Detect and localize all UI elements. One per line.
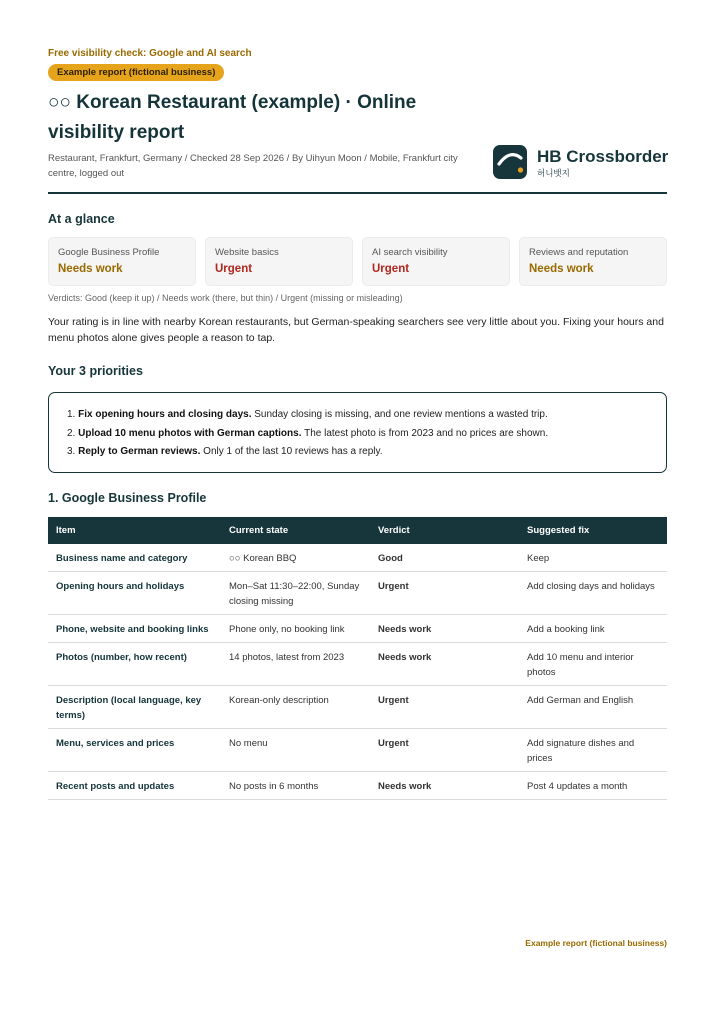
brand-logo	[493, 145, 668, 181]
priority-number: 3.	[67, 446, 76, 457]
row-item: Description (local language, key terms)	[48, 686, 221, 729]
row-verdict: Needs work	[370, 643, 519, 686]
report-kicker: Free visibility check: Google and AI search	[48, 48, 252, 59]
priority-number: 1.	[67, 409, 76, 420]
row-current-state: Korean-only description	[221, 686, 370, 729]
column-header-current-state: Current state	[221, 517, 370, 544]
report-title: ○○ Korean Restaurant (example) · Online visibility report	[48, 92, 417, 143]
row-current-state: No menu	[221, 729, 370, 772]
table-row	[48, 729, 667, 772]
priority-detail: The latest photo is from 2023 and no prices are shown.	[301, 427, 549, 439]
glance-card-reviews-reputation	[519, 237, 667, 286]
glance-card-verdict: Urgent	[372, 263, 410, 275]
column-header-suggested-fix: Suggested fix	[519, 517, 667, 544]
glance-card-verdict: Needs work	[529, 263, 594, 275]
glance-card-label: AI search visibility	[372, 247, 448, 258]
row-item: Opening hours and holidays	[48, 572, 221, 615]
glance-cards	[48, 237, 667, 286]
row-suggested-fix: Add closing days and holidays	[519, 572, 667, 615]
brand-mark-icon	[493, 145, 527, 179]
table-row	[48, 544, 667, 572]
priority-item	[67, 406, 647, 425]
glance-card-website-basics	[205, 237, 353, 286]
row-suggested-fix: Add a booking link	[519, 615, 667, 643]
row-current-state: Phone only, no booking link	[221, 615, 370, 643]
column-header-item: Item	[48, 517, 221, 544]
row-suggested-fix: Keep	[519, 544, 667, 572]
row-current-state: 14 photos, latest from 2023	[221, 643, 370, 686]
brand-subtitle: 허니뱃지	[537, 168, 570, 178]
row-verdict: Needs work	[370, 772, 519, 800]
priority-number: 2.	[67, 427, 76, 439]
priority-title: Upload 10 menu photos with German captions.	[78, 427, 302, 439]
glance-summary: Your rating is in line with nearby Korean restaurants, but German-speaking searchers see very little about you. Fixing your hours and menu photos alone gives people a reason to tap.	[48, 316, 664, 344]
priority-title: Reply to German reviews.	[78, 446, 201, 457]
glance-card-label: Website basics	[215, 247, 279, 258]
row-suggested-fix: Add 10 menu and interior photos	[519, 643, 667, 686]
row-suggested-fix: Add signature dishes and prices	[519, 729, 667, 772]
row-item: Phone, website and booking links	[48, 615, 221, 643]
table-row	[48, 772, 667, 800]
table-row	[48, 643, 667, 686]
glance-card-ai-search-visibility	[362, 237, 510, 286]
report-meta: Restaurant, Frankfurt, Germany / Checked 28 Sep 2026 / By Uihyun Moon / Mobile, Frankfurt city centre, logged out	[48, 153, 458, 179]
table-header-row	[48, 517, 667, 544]
google-business-profile-table	[48, 517, 667, 800]
table-row	[48, 615, 667, 643]
header-divider	[48, 192, 667, 194]
row-item: Recent posts and updates	[48, 772, 221, 800]
row-verdict: Good	[370, 544, 519, 572]
priority-item	[67, 425, 647, 444]
glance-card-label: Google Business Profile	[58, 247, 160, 258]
row-item: Menu, services and prices	[48, 729, 221, 772]
row-suggested-fix: Add German and English	[519, 686, 667, 729]
priority-detail: Sunday closing is missing, and one review mentions a wasted trip.	[251, 409, 548, 420]
glance-card-google-business-profile	[48, 237, 196, 286]
column-header-verdict: Verdict	[370, 517, 519, 544]
row-verdict: Urgent	[370, 686, 519, 729]
priority-detail: Only 1 of the last 10 reviews has a reply.	[200, 446, 383, 457]
glance-card-label: Reviews and reputation	[529, 247, 629, 258]
glance-card-verdict: Urgent	[215, 263, 253, 275]
glance-card-verdict: Needs work	[58, 263, 123, 275]
row-verdict: Urgent	[370, 729, 519, 772]
table-row	[48, 572, 667, 615]
row-verdict: Needs work	[370, 615, 519, 643]
row-current-state: ○○ Korean BBQ	[221, 544, 370, 572]
table-row	[48, 686, 667, 729]
row-current-state: Mon–Sat 11:30–22:00, Sunday closing missing	[221, 572, 370, 615]
google-business-profile-heading: 1. Google Business Profile	[48, 491, 207, 505]
at-a-glance-heading: At a glance	[48, 212, 115, 226]
row-item: Photos (number, how recent)	[48, 643, 221, 686]
priority-item	[67, 443, 647, 462]
priority-title: Fix opening hours and closing days.	[78, 409, 252, 420]
row-suggested-fix: Post 4 updates a month	[519, 772, 667, 800]
priorities-box	[48, 392, 667, 473]
row-verdict: Urgent	[370, 572, 519, 615]
brand-name: HB Crossborder	[537, 147, 669, 166]
row-item: Business name and category	[48, 544, 221, 572]
example-report-badge: Example report (fictional business)	[48, 64, 224, 81]
priorities-heading: Your 3 priorities	[48, 364, 143, 378]
verdict-legend: Verdicts: Good (keep it up) / Needs work (there, but thin) / Urgent (missing or misleading)	[48, 293, 403, 303]
row-current-state: No posts in 6 months	[221, 772, 370, 800]
footer-example-note: Example report (fictional business)	[525, 938, 667, 948]
